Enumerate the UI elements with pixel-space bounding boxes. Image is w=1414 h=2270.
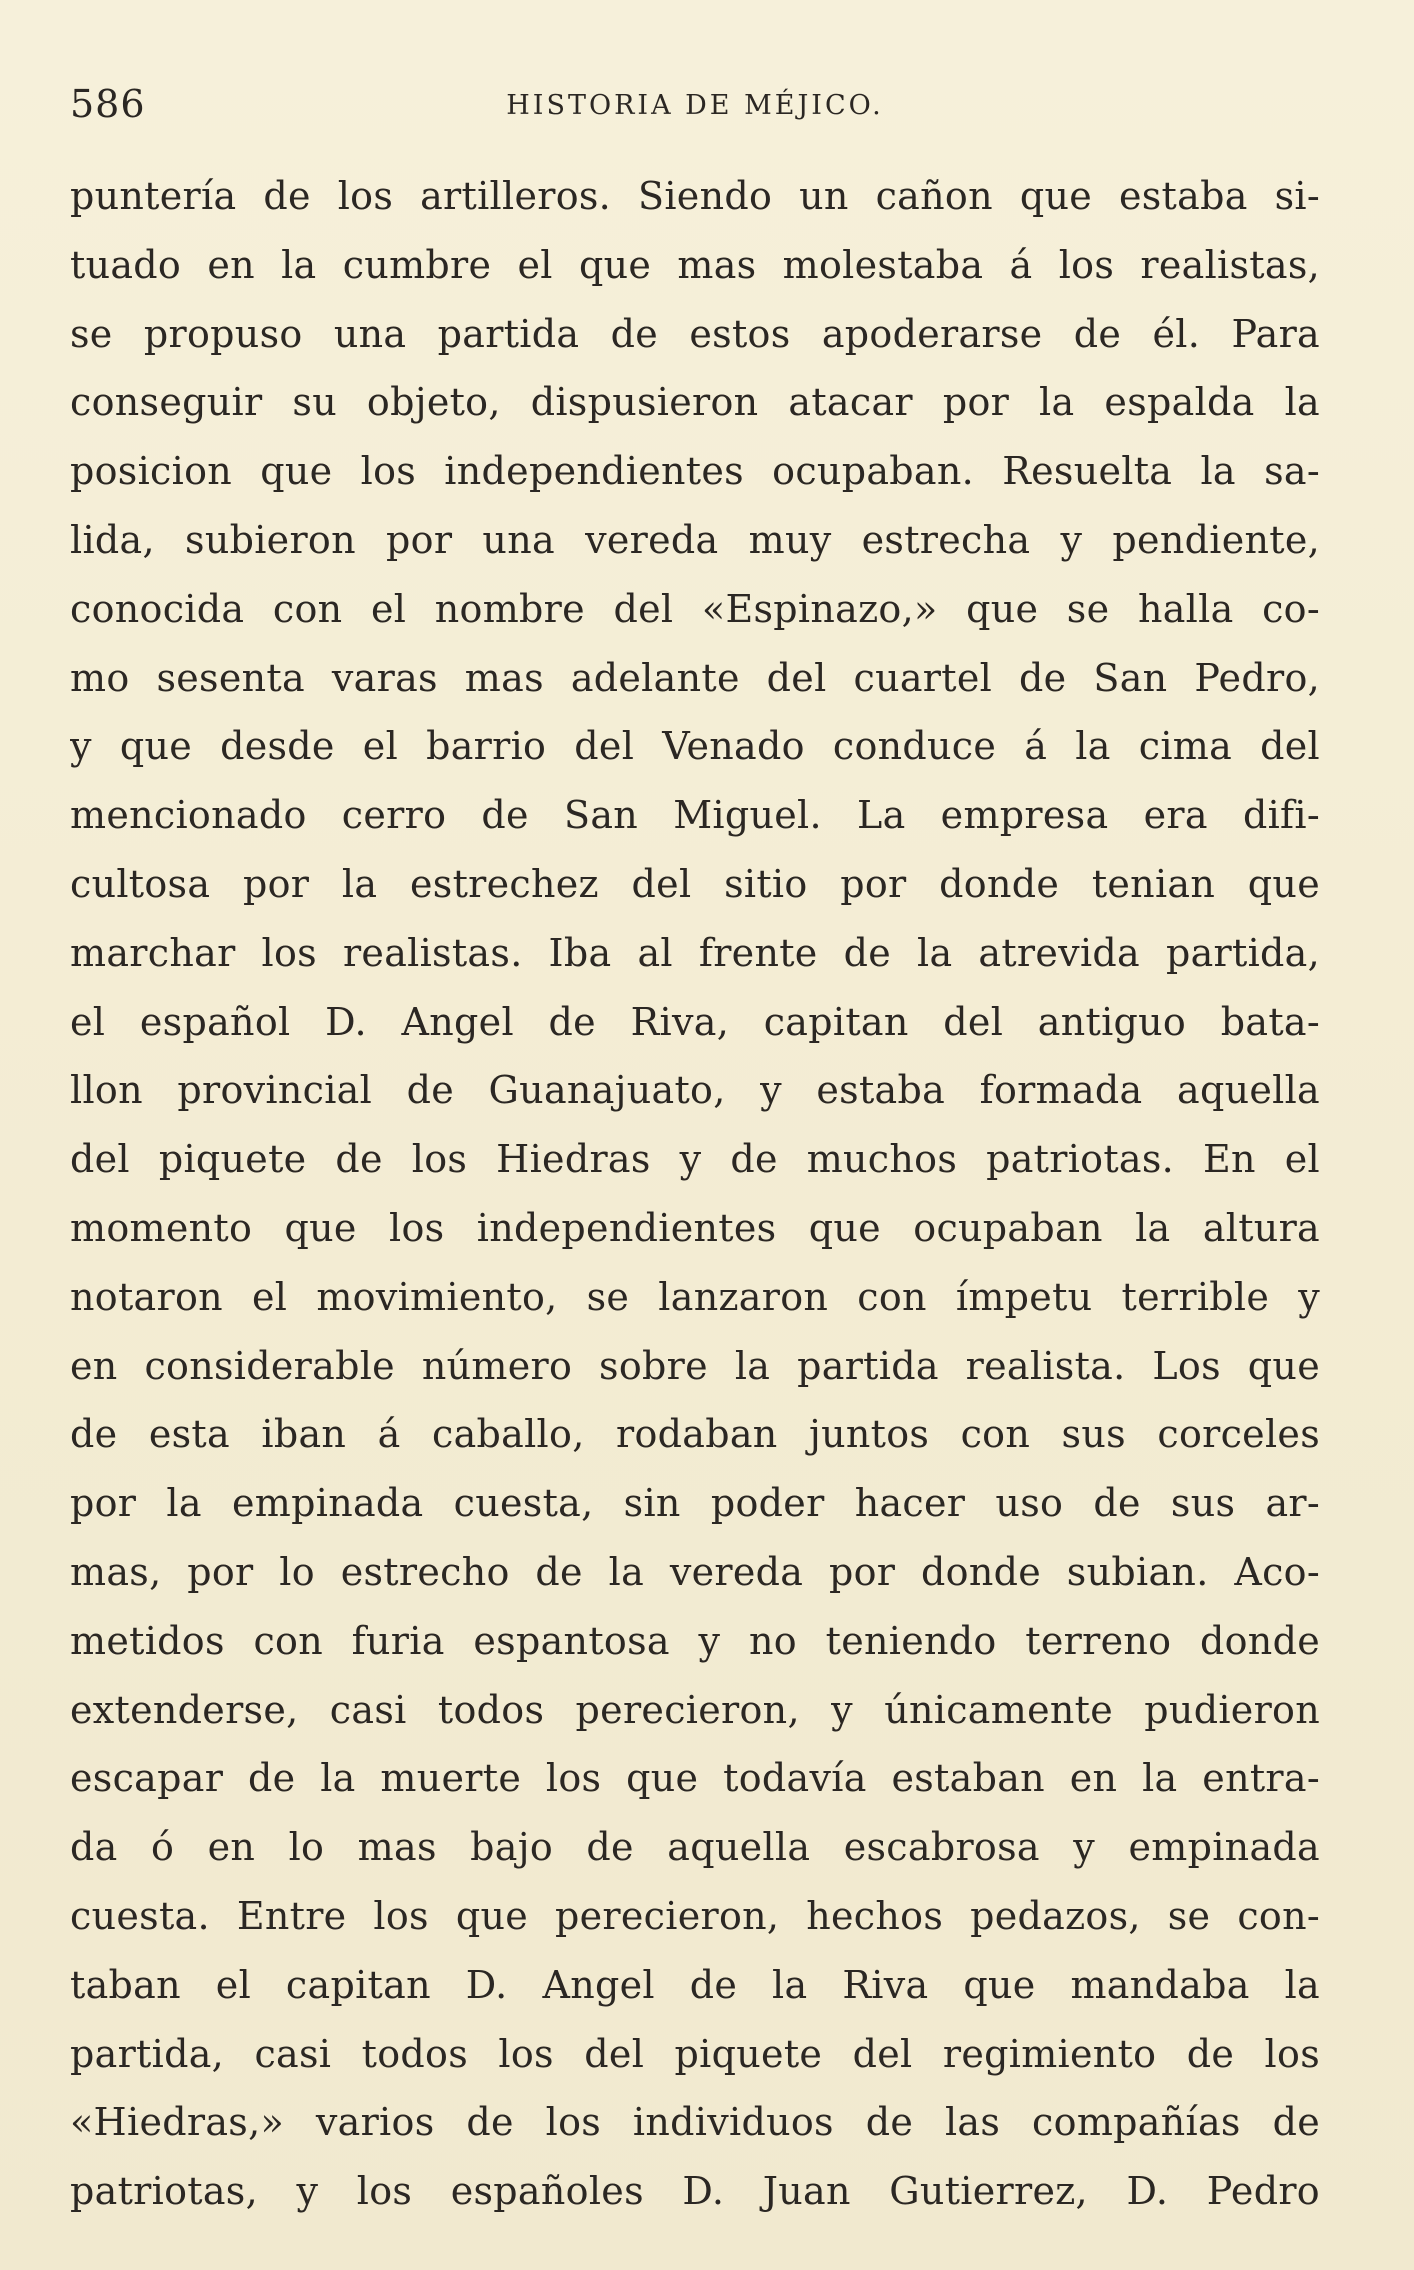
text-line: «Hiedras,» varios de los individuos de las compañías de — [70, 2100, 1320, 2145]
text-line: mencionado cerro de San Miguel. La empresa era difi- — [70, 793, 1320, 838]
text-line: taban el capitan D. Angel de la Riva que mandaba la — [70, 1962, 1320, 2007]
text-line: metidos con furia espantosa y no teniendo terreno donde — [70, 1618, 1320, 1663]
text-line: momento que los independientes que ocupaban la altura — [70, 1205, 1320, 1250]
text-line: notaron el movimiento, se lanzaron con ímpetu terrible y — [70, 1274, 1320, 1319]
text-line: conocida con el nombre del «Espinazo,» que se halla co- — [70, 586, 1320, 631]
text-line: y que desde el barrio del Venado conduce á la cima del — [70, 724, 1320, 769]
text-line: partida, casi todos los del piquete del regimiento de los — [70, 2031, 1320, 2076]
text-line: tuado en la cumbre el que mas molestaba á los realistas, — [70, 242, 1320, 287]
text-line: puntería de los artilleros. Siendo un cañon que estaba si- — [70, 174, 1320, 218]
text-line: cultosa por la estrechez del sitio por donde tenian que — [70, 861, 1320, 906]
page-header — [70, 82, 1320, 142]
text-line: por la empinada cuesta, sin poder hacer uso de sus ar- — [70, 1481, 1320, 1526]
text-line: marchar los realistas. Iba al frente de la atrevida partida, — [70, 930, 1320, 975]
text-line: se propuso una partida de estos apoderarse de él. Para — [70, 311, 1320, 356]
text-line: de esta iban á caballo, rodaban juntos con sus corceles — [70, 1412, 1320, 1457]
text-line: patriotas, y los españoles D. Juan Gutierrez, D. Pedro — [70, 2169, 1320, 2214]
text-line: extenderse, casi todos perecieron, y únicamente pudieron — [70, 1687, 1320, 1732]
text-line: da ó en lo mas bajo de aquella escabrosa y empinada — [70, 1825, 1320, 1870]
text-line: mas, por lo estrecho de la vereda por donde subian. Aco- — [70, 1549, 1320, 1594]
text-line: escapar de la muerte los que todavía estaban en la entra- — [70, 1756, 1320, 1801]
text-line: lida, subieron por una vereda muy estrecha y pendiente, — [70, 517, 1320, 562]
page-number: 586 — [70, 82, 146, 126]
running-title: HISTORIA DE MÉJICO. — [506, 90, 884, 121]
text-line: en considerable número sobre la partida realista. Los que — [70, 1343, 1320, 1388]
body-text — [70, 162, 1320, 2226]
text-line: llon provincial de Guanajuato, y estaba formada aquella — [70, 1068, 1320, 1113]
text-line: conseguir su objeto, dispusieron atacar por la espalda la — [70, 380, 1320, 425]
text-line: cuesta. Entre los que perecieron, hechos pedazos, se con- — [70, 1893, 1320, 1938]
text-line: posicion que los independientes ocupaban. Resuelta la sa- — [70, 449, 1320, 494]
text-line: del piquete de los Hiedras y de muchos patriotas. En el — [70, 1137, 1320, 1182]
text-line: mo sesenta varas mas adelante del cuartel de San Pedro, — [70, 655, 1320, 700]
text-line: el español D. Angel de Riva, capitan del antiguo bata- — [70, 999, 1320, 1044]
